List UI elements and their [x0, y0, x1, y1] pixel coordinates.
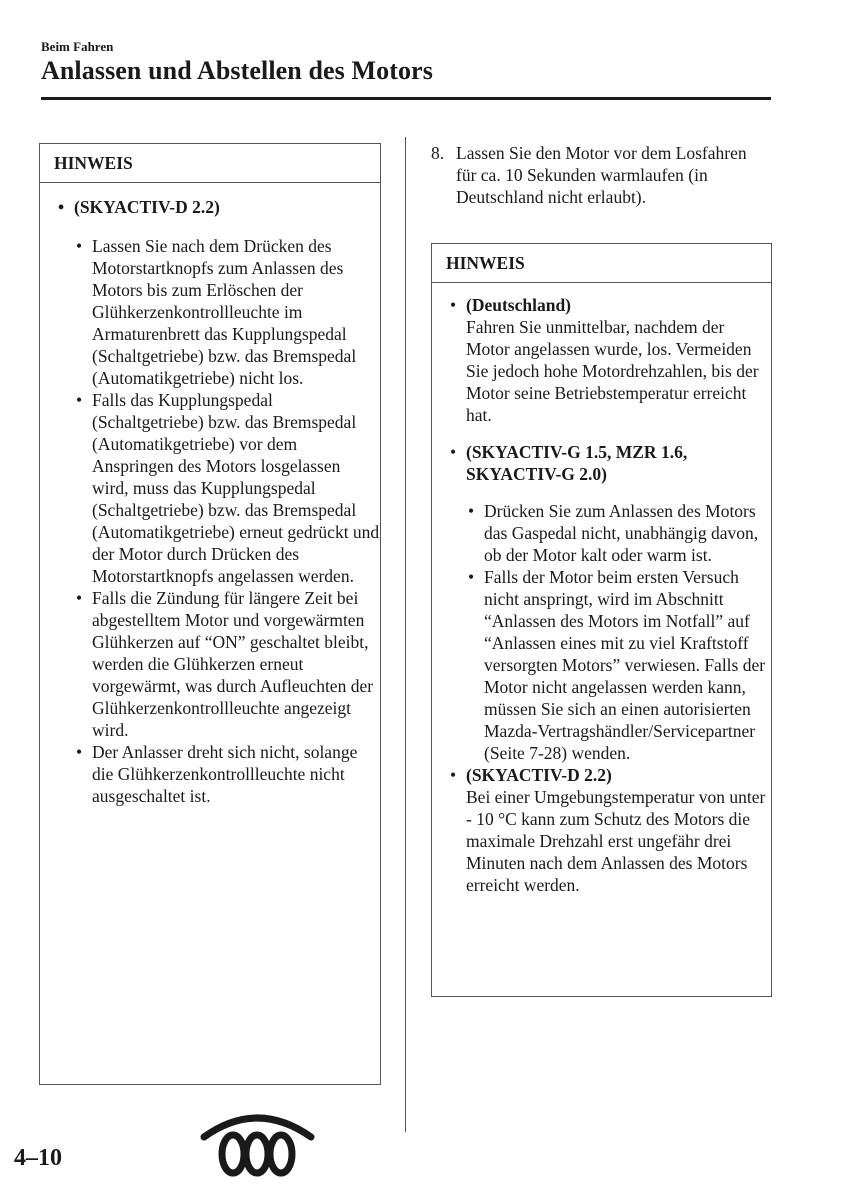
bullet-icon: • [450, 765, 457, 785]
list-item: • Falls der Motor beim ersten Versuch nicht anspringt, wird im Abschnitt “Anlassen des Motors im Notfall” auf “Anlassen eines mit zu viel Kraftstoff versorgten Motors” verwiesen. Falls der Motor nicht angelassen werden kann, müssen Sie sich an einen autorisierten Mazda-Vertragshändler/Servicepartner (Seite 7-28) wenden. [468, 567, 766, 763]
note-group-germany: • (Deutschland) Fahren Sie unmittelbar, nachdem der Motor angelassen wurde, los. Vermeiden Sie jedoch hohe Motordrehzahlen, bis der Motor seine Betriebstemperatur erreicht hat. [450, 295, 759, 425]
glow-plug-indicator-icon [200, 1109, 315, 1181]
bullet-icon: • [450, 295, 457, 315]
step-text: Lassen Sie den Motor vor dem Losfahren für ca. 10 Sekunden warmlaufen (in Deutschland nicht erlaubt). [456, 143, 747, 207]
step-number: 8. [431, 143, 445, 163]
column-divider [405, 137, 406, 1132]
bullet-icon: • [76, 742, 83, 762]
title-rule [41, 97, 771, 100]
note-heading: HINWEIS [432, 244, 771, 283]
bullet-icon: • [468, 501, 475, 521]
bullet-icon: • [76, 390, 83, 410]
bullet-icon: • [450, 442, 457, 462]
page-title: Anlassen und Abstellen des Motors [41, 56, 433, 85]
note-box-left [39, 143, 381, 1085]
bullet-icon: • [76, 588, 83, 608]
bullet-icon: • [76, 236, 83, 256]
list-item: • Lassen Sie nach dem Drücken des Motorstartknopfs zum Anlassen des Motors bis zum Erlöschen der Glühkerzenkontrollleuchte im Armaturenbrett das Kupplungspedal (Schaltgetriebe) bzw. das Bremspedal (Automatikgetriebe) nicht los. [76, 236, 357, 388]
list-item: • Drücken Sie zum Anlassen des Motors das Gaspedal nicht, unabhängig davon, ob der Motor kalt oder warm ist. [468, 501, 759, 565]
note-box-right [431, 243, 772, 997]
list-item: • Falls die Zündung für längere Zeit bei abgestelltem Motor und vorgewärmten Glühkerzen auf “ON” geschaltet bleibt, werden die Glühkerzen erneut vorgewärmt, was durch Aufleuchten der Glühkerzenkontrollleuchte angezeigt wird. [76, 588, 374, 740]
bullet-icon: • [58, 197, 65, 217]
section-label: Beim Fahren [41, 39, 114, 54]
note-heading: HINWEIS [40, 144, 380, 183]
note-group-diesel: • (SKYACTIV-D 2.2) Bei einer Umgebungstemperatur von unter - 10 °C kann zum Schutz des Motors die maximale Drehzahl erst ungefähr drei Minuten nach dem Anlassen des Motors erreicht werden. [450, 765, 766, 895]
list-item: • Der Anlasser dreht sich nicht, solange die Glühkerzenkontrollleuchte nicht ausgeschaltet ist. [76, 742, 358, 806]
step-item [431, 142, 771, 208]
bullet-icon: • [468, 567, 475, 587]
page-number: 4–10 [14, 1145, 62, 1171]
note-group-title: • (SKYACTIV-D 2.2) [58, 197, 220, 217]
list-item: • Falls das Kupplungspedal (Schaltgetriebe) bzw. das Bremspedal (Automatikgetriebe) vor dem Anspringen des Motors losgelassen wird, muss das Kupplungspedal (Schaltgetriebe) bzw. das Bremspedal (Automatikgetriebe) erneut gedrückt und der Motor durch Drücken des Motorstartknopfs angelassen werden. [76, 390, 380, 586]
note-group-gasoline: • (SKYACTIV-G 1.5, MZR 1.6, SKYACTIV-G 2.0) [450, 442, 688, 484]
